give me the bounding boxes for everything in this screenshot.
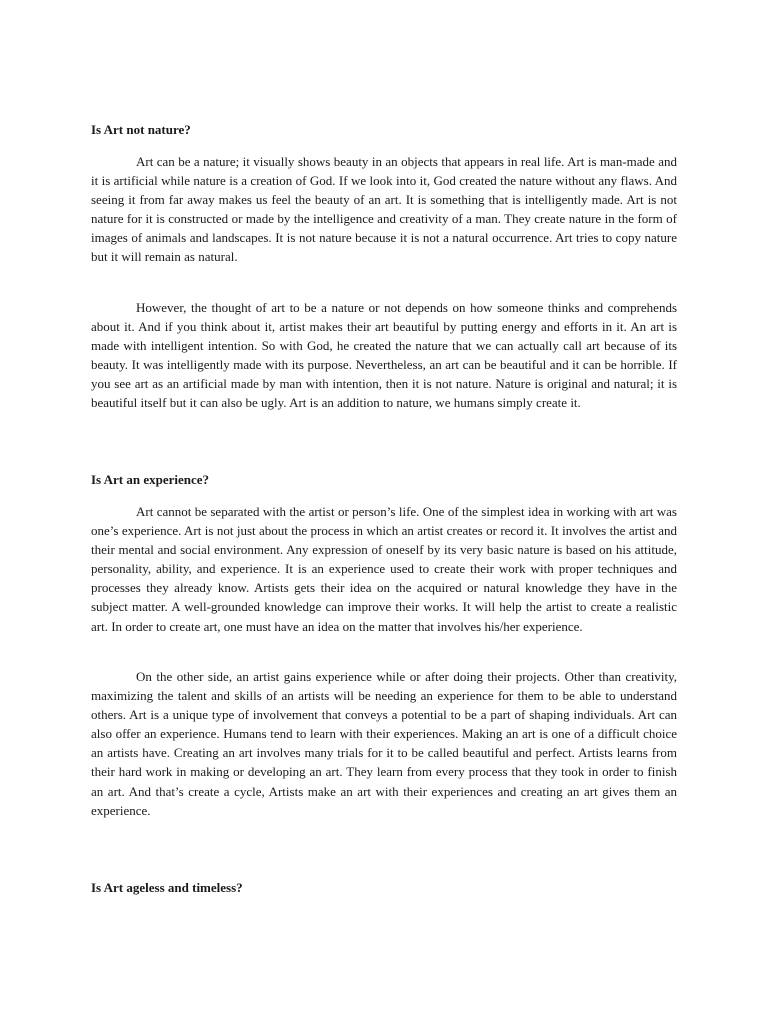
paragraph-art-experience-1: Art cannot be separated with the artist or person’s life. One of the simplest idea in working with art was one’s experience. Art is not just about the process in which an artist creates or record it. It involves the artist and their mental and social environment. Any expression of oneself by its very basic nature is based on his attitude, personality, ability, and experience. It is an experience used to create their work with proper techniques and processes they already know. Artists gets their idea on the acquired or natural knowledge they have in the subject matter. A well-grounded knowledge can improve their works. It will help the artist to create a realistic art. In order to create art, one must have an idea on the matter that involves his/her experience. [91,504,677,634]
section-title-art-not-nature: Is Art not nature? [91,122,191,137]
section-title-art-experience: Is Art an experience? [91,472,210,487]
paragraph-art-not-nature-1: Art can be a nature; it visually shows beauty in an objects that appears in real life. Art is man-made and it is artificial while nature is a creation of God. If we look into it, God created the nature without any flaws. And seeing it from far away makes us feel the beauty of an art. It is something that is intelligently made. Art is not nature for it is constructed or made by the intelligence and creativity of a man. They create nature in the form of images of animals and landscapes. It is not nature because it is not a natural occurrence. Art tries to copy nature but it will remain as natural. [91,154,677,265]
section-title-art-ageless-timeless: Is Art ageless and timeless? [91,880,243,895]
paragraph-art-not-nature-2: However, the thought of art to be a nature or not depends on how someone thinks and comprehends about it. And if you think about it, artist makes their art beautiful by putting energy and efforts in it. An art is made with intelligent intention. So with God, he created the nature that we can actually call art because of its beauty. It was intelligently made with its purpose. Nevertheless, an art can be beautiful and it can be horrible. If you see art as an artificial made by man with intention, then it is not nature. Nature is original and natural; it is beautiful itself but it can also be ugly. Art is an addition to nature, we humans simply create it. [91,300,677,411]
paragraph-art-experience-2: On the other side, an artist gains experience while or after doing their projects. Other than creativity, maximizing the talent and skills of an artists will be needing an experience for them to be able to understand others. Art is a unique type of involvement that conveys a potential to be a part of shaping individuals. Art can also offer an experience. Humans tend to learn with their experiences. Making an art is one of a difficult choice an artists have. Creating an art involves many trials for it to be called beautiful and perfect. Artists learns from their hard work in making or developing an art. They learn from every process that they took in order to finish an art. And that’s create a cycle, Artists make an art with their experiences and creating an art gives them an experience. [91,669,677,818]
